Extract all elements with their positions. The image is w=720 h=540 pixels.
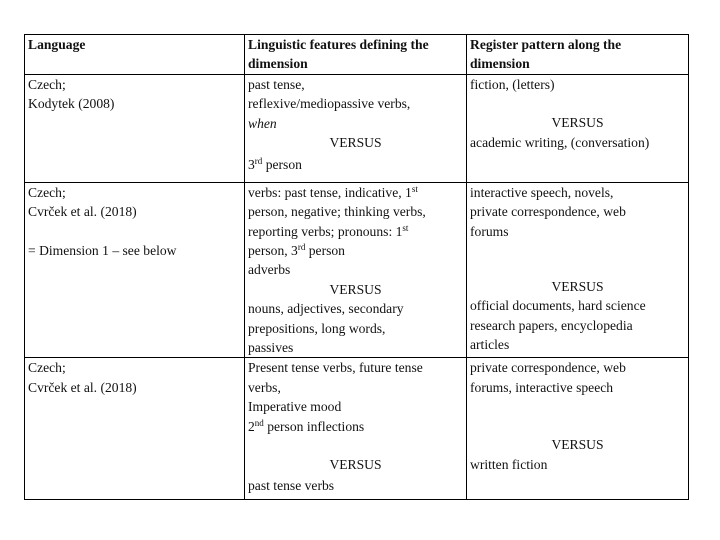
row1-features (245, 74, 467, 182)
row1-features-b-sup: rd (254, 156, 263, 167)
row2-features-line1-text: verbs: past tense, indicative, 1 (248, 184, 412, 200)
row1-features-line1: past tense, (248, 76, 305, 92)
row1-features-italic: when (248, 115, 277, 131)
header-register-line2: dimension (470, 56, 530, 72)
row1-register-a: fiction, (letters) (470, 76, 555, 92)
register-table (24, 34, 689, 500)
header-register-line1: Register pattern along the (470, 37, 622, 52)
table-row (25, 74, 689, 182)
row2-language-line1: Czech; (28, 184, 66, 200)
row2-register-versus: VERSUS (551, 279, 604, 295)
row2-features-b-line2: prepositions, long words, (248, 320, 386, 336)
row2-register-a-line1: interactive speech, novels, (470, 184, 614, 200)
row2-features-line3 (248, 222, 463, 241)
header-features-line1: Linguistic features defining the (248, 37, 429, 52)
row3-features-line4-text: 2 (248, 418, 255, 434)
row3-features-line4-sup: nd (254, 417, 264, 428)
row3-register-a-line1: private correspondence, web (470, 360, 626, 376)
row1-features-line2: reflexive/mediopassive verbs, (248, 96, 411, 112)
row1-language (25, 74, 245, 182)
row1-register-versus: VERSUS (551, 115, 604, 131)
row2-features-b-line1: nouns, adjectives, secondary (248, 301, 404, 317)
row3-features (245, 358, 467, 500)
row3-features-line3: Imperative mood (248, 399, 342, 415)
header-language (25, 35, 245, 75)
row3-features-versus: VERSUS (329, 457, 382, 473)
row3-features-line2: verbs, (248, 379, 281, 395)
row2-language (25, 182, 245, 358)
row3-features-b: past tense verbs (248, 477, 335, 493)
header-row (25, 35, 689, 75)
row2-register (467, 182, 689, 358)
row3-register-b: written fiction (470, 456, 548, 472)
row3-register-a-line2: forums, interactive speech (470, 379, 614, 395)
row2-register-b-line2: research papers, encyclopedia (470, 317, 633, 333)
row2-features-line1-sup: st (411, 183, 418, 194)
row2-language-line2: Cvrček et al. (2018) (28, 204, 137, 220)
row2-features (245, 182, 467, 358)
header-features (245, 35, 467, 75)
row1-features-versus: VERSUS (329, 135, 382, 151)
row3-features-line4 (248, 417, 463, 436)
row2-features-line2: person, negative; thinking verbs, (248, 204, 426, 220)
row3-language-line2: Cvrček et al. (2018) (28, 379, 137, 395)
row2-features-line5: adverbs (248, 262, 291, 278)
row1-features-b-ordinal: 3 (248, 157, 255, 173)
header-register (467, 35, 689, 75)
row1-register-b: academic writing, (conversation) (470, 134, 650, 150)
row2-features-line4 (248, 241, 463, 260)
row3-register-versus: VERSUS (551, 437, 604, 453)
row2-note: = Dimension 1 – see below (28, 242, 177, 258)
table-row (25, 358, 689, 500)
row2-register-a-line3: forums (470, 223, 509, 239)
table-row (25, 182, 689, 358)
row2-features-b-line3: passives (248, 340, 294, 356)
header-features-line2: dimension (248, 56, 308, 72)
row2-features-line4-post: person (305, 243, 345, 259)
row3-features-line4-post: person inflections (263, 418, 365, 434)
row3-language (25, 358, 245, 500)
row2-features-line4-sup: rd (297, 242, 306, 253)
row2-register-b-line1: official documents, hard science (470, 298, 646, 314)
row1-features-b (248, 155, 463, 174)
row2-features-line4-text: person, 3 (248, 243, 298, 259)
header-language-label: Language (28, 37, 86, 52)
row1-language-line1: Czech; (28, 76, 66, 92)
row3-language-line1: Czech; (28, 360, 66, 376)
row2-register-a-line2: private correspondence, web (470, 204, 626, 220)
row1-features-b-rest: person (262, 157, 302, 173)
row2-register-b-line3: articles (470, 337, 510, 353)
row2-features-versus: VERSUS (329, 281, 382, 297)
row1-register (467, 74, 689, 182)
row1-language-line2: Kodytek (2008) (28, 96, 115, 112)
row2-features-line1 (248, 183, 463, 202)
row2-features-line3-sup: st (402, 222, 409, 233)
row2-features-line3-text: reporting verbs; pronouns: 1 (248, 223, 403, 239)
row3-features-line1: Present tense verbs, future tense (248, 360, 423, 376)
row3-register (467, 358, 689, 500)
